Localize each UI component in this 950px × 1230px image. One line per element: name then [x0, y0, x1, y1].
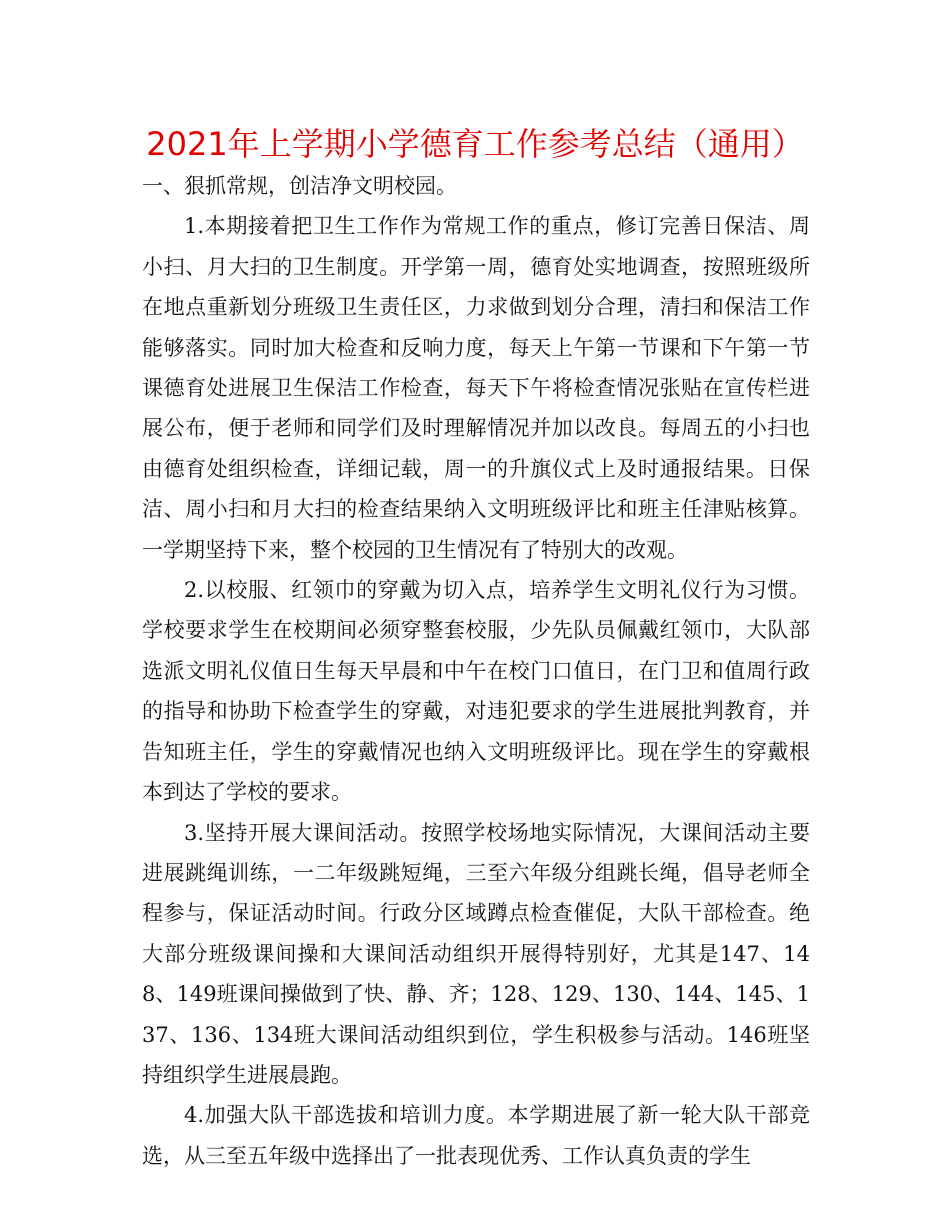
- section-heading: 一、狠抓常规，创洁净文明校园。: [142, 174, 457, 198]
- paragraph-1: 1.本期接着把卫生工作作为常规工作的重点，修订完善日保洁、周小扫、月大扫的卫生制度。开学第一周，德育处实地调查，按照班级所在地点重新划分班级卫生责任区，力求做到划分合理，清扫和保洁工作能够落实。同时加大检查和反响力度，每天上午第一节课和下午第一节课德育处进展卫生保洁工作检查，每天下午将检查情况张贴在宣传栏进展公布，便于老师和同学们及时理解情况并加以改良。每周五的小扫也由德育处组织检查，详细记载，周一的升旗仪式上及时通报结果。日保洁、周小扫和月大扫的检查结果纳入文明班级评比和班主任津贴核算。一学期坚持下来，整个校园的卫生情况有了特别大的改观。: [142, 214, 810, 562]
- paragraph-4: 4.加强大队干部选拔和培训力度。本学期进展了新一轮大队干部竞选，从三至五年级中选择出了一批表现优秀、工作认真负责的学生: [142, 1103, 810, 1168]
- paragraph-2: 2.以校服、红领巾的穿戴为切入点，培养学生文明礼仪行为习惯。学校要求学生在校期间必须穿整套校服，少先队员佩戴红领巾，大队部选派文明礼仪值日生每天早晨和中午在校门口值日，在门卫和值周行政的指导和协助下检查学生的穿戴，对违犯要求的学生进展批判教育，并告知班主任，学生的穿戴情况也纳入文明班级评比。现在学生的穿戴根本到达了学校的要求。: [142, 578, 810, 805]
- document-title: 2021年上学期小学德育工作参考总结（通用）: [146, 125, 804, 163]
- document-body: [142, 166, 810, 1176]
- paragraph-3: 3.坚持开展大课间活动。按照学校场地实际情况，大课间活动主要进展跳绳训练，一二年级跳短绳，三至六年级分组跳长绳，倡导老师全程参与，保证活动时间。行政分区域蹲点检查催促，大队干部检查。绝大部分班级课间操和大课间活动组织开展得特别好，尤其是147、148、149班课间操做到了快、静、齐；128、129、130、144、145、137、136、134班大课间活动组织到位，学生积极参与活动。146班坚持组织学生进展晨跑。: [142, 820, 810, 1087]
